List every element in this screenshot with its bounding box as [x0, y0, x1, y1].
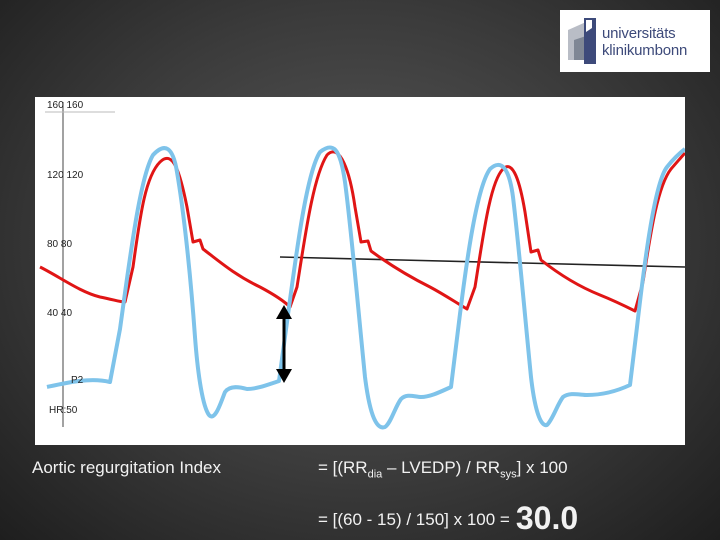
- pressure-difference-arrow: [276, 305, 292, 383]
- marker-p2: P2: [71, 375, 84, 386]
- formula-calculation: = [(60 - 15) / 150] x 100 =: [318, 510, 510, 529]
- formula-line-1: [318, 458, 568, 480]
- aortic-pressure-trace: [40, 152, 685, 311]
- index-title: Aortic regurgitation Index: [32, 458, 221, 477]
- formula-mid: – LVEDP) / RR: [382, 458, 501, 477]
- scale-label-160: 160 160: [47, 100, 84, 111]
- logo-line-2: klinikumbonn: [602, 42, 688, 59]
- ventricular-pressure-trace: [47, 147, 685, 427]
- formula-prefix: = [(RR: [318, 458, 368, 477]
- diastolic-reference-line: [280, 257, 685, 267]
- marker-heart-rate: HR:50: [49, 405, 78, 416]
- formula-suffix: ] x 100: [516, 458, 568, 477]
- university-logo: [560, 10, 710, 72]
- pressure-trace-graphic: [35, 97, 685, 445]
- scale-label-120: 120 120: [47, 170, 84, 181]
- scale-label-40: 40 40: [47, 308, 73, 319]
- formula-sub-dia: dia: [367, 468, 383, 481]
- logo-line-1: universitäts: [602, 25, 676, 42]
- formula-sub-sys: sys: [500, 468, 517, 481]
- logo-wordmark: [602, 25, 687, 59]
- index-result-value: 30.0: [515, 500, 579, 536]
- formula-line-2: [318, 496, 579, 536]
- logo-mark-icon: [566, 16, 598, 66]
- scale-label-80: 80 80: [47, 239, 73, 250]
- pressure-trace-panel: [35, 97, 685, 445]
